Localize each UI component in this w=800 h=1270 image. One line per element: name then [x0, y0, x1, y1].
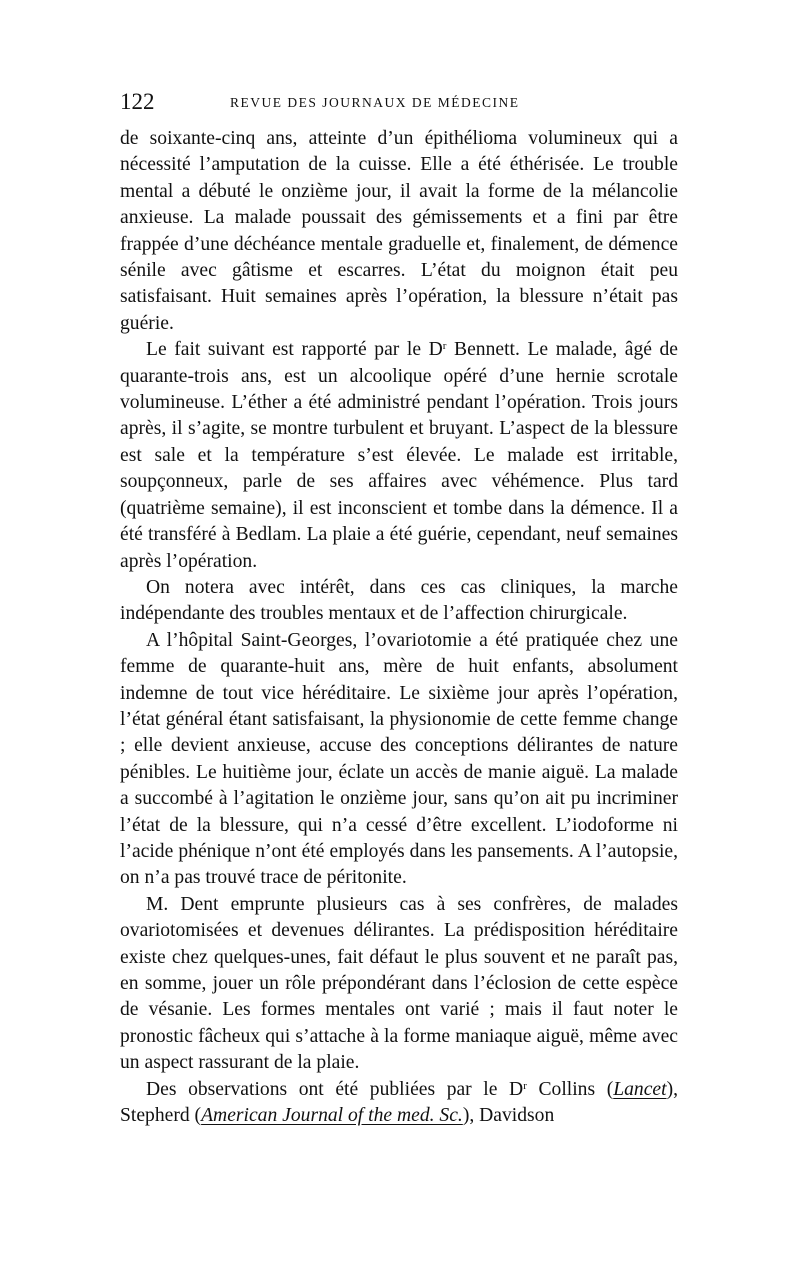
book-page: [120, 88, 678, 1129]
paragraph-remark: On notera avec intérêt, dans ces cas cliniques, la marche indépendante des troubles mentaux et de l’affection chirurgicale.: [120, 576, 678, 625]
paragraph-text: Des observations ont été publiées par le D: [146, 1078, 524, 1100]
paragraph-bennett-case: [120, 337, 678, 575]
body-text: [120, 126, 678, 1129]
paragraph-text: Le fait suivant est rapporté par le D: [146, 339, 443, 361]
citation-american-journal-text: American Journal of the med. Sc.: [201, 1105, 463, 1127]
doctor-abbrev-superscript: r: [523, 1079, 527, 1092]
paragraph-dent-cases: M. Dent emprunte plusieurs cas à ses confrères, de malades ovariotomisées et devenues délirantes. La prédisposition héréditaire existe chez quelques-unes, fait défaut le plus souvent et ne paraît pas, en somme, jouer un rôle prépondérant dans l’éclosion de cette espèce de vésanie. Les formes mentales ont varié ; mais il faut noter le pronostic fâcheux qui s’attache à la forme maniaque aiguë, même avec un aspect rassurant de la plaie.: [120, 893, 678, 1074]
page-number: 122: [120, 89, 155, 114]
paragraph-continuation: de soixante-cinq ans, atteinte d’un épithélioma volumineux qui a nécessité l’amputation de la cuisse. Elle a été éthérisée. Le trouble mental a débuté le onzième jour, il avait la forme de la mélancolie anxieuse. La malade poussait des gémissements et a fini par être frappée d’une déchéance mentale graduelle et, finalement, de démence sénile avec gâtisme et escarres. L’état du moignon était peu satisfaisant. Huit semaines après l’opération, la blessure n’était pas guérie.: [120, 128, 678, 334]
paragraph-saint-georges-case: A l’hôpital Saint-Georges, l’ovariotomie a été pratiquée chez une femme de quarante-huit ans, mère de huit enfants, absolument indemne de tout vice héréditaire. Le sixième jour après l’opération, l’état général étant satisfaisant, la physionomie de cette femme change ; elle devient anxieuse, accuse des conceptions délirantes de nature pénibles. Le huitième jour, éclate un accès de manie aiguë. La malade a succombé à l’agitation le onzième jour, sans qu’on ait pu incriminer l’état de la blessure, qui n’a cessé d’être excellent. L’iodoforme ni l’acide phénique n’ont été employés dans les pansements. A l’autopsie, on n’a pas trouvé trace de péritonite.: [120, 629, 678, 889]
paragraph-text: ), Davidson: [462, 1105, 555, 1127]
paragraph-observations: [120, 1077, 678, 1130]
citation-american-journal: [201, 1105, 463, 1126]
paragraph-text: Bennett. Le malade, âgé de quarante-trois ans, est un alcoolique opéré d’une hernie scrotale volumineuse. L’éther a été administré pendant l’opération. Trois jours après, il s’agite, se montre turbulent et bruyant. L’aspect de la blessure est sale et la température s’est élevée. Le malade est irritable, soupçonneux, parle de ses affaires avec véhémence. Plus tard (quatrième semaine), il est inconscient et tombe dans la démence. Il a été transféré à Bedlam. La plaie a été guérie, cependant, neuf semaines après l’opération.: [120, 339, 679, 572]
doctor-abbrev-superscript: r: [442, 340, 447, 353]
citation-lancet: [613, 1079, 666, 1100]
paragraph-text: Collins (: [526, 1078, 614, 1100]
citation-lancet-text: Lancet: [613, 1078, 667, 1100]
paragraph-text: ), Stepherd (: [120, 1078, 678, 1127]
running-head: REVUE DES JOURNAUX DE MÉDECINE: [230, 95, 520, 110]
page-header: [120, 88, 678, 118]
